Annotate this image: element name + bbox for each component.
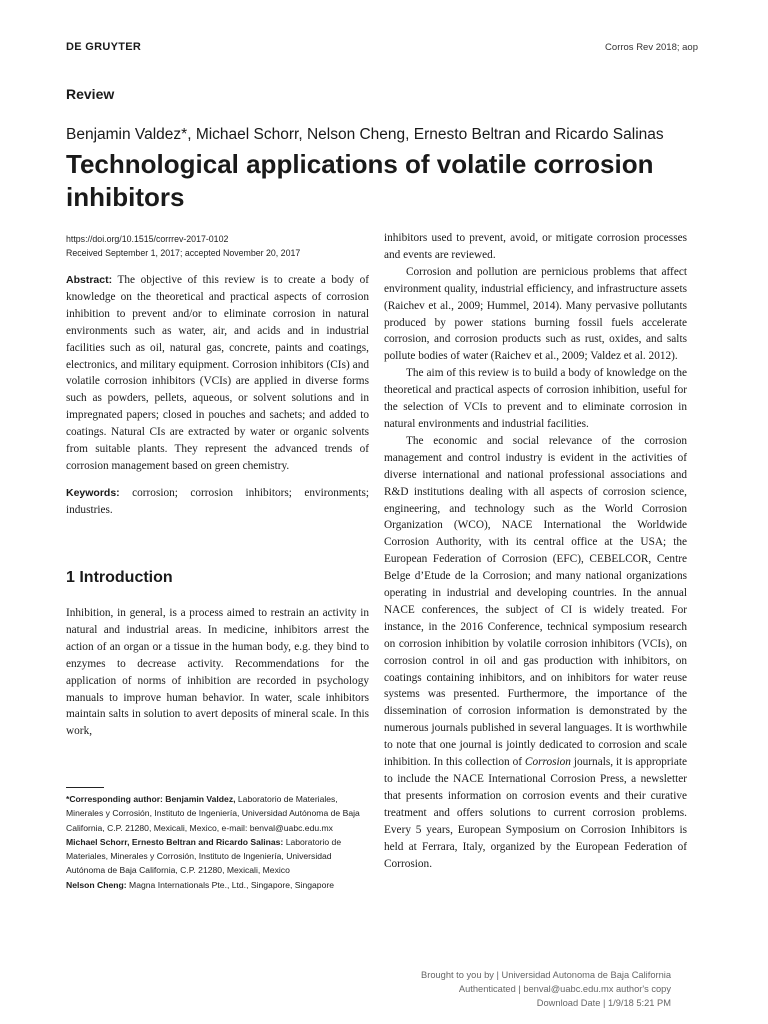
footnote-cheng-text: Magna Internationals Pte., Ltd., Singapore, Singapore	[129, 879, 334, 890]
keywords-label: Keywords:	[66, 486, 120, 499]
footnote-cheng	[66, 878, 366, 892]
right-column	[384, 230, 687, 872]
publisher-name: DE GRUYTER	[66, 41, 142, 53]
footnotes	[66, 792, 366, 892]
article-title: Technological applications of volatile corrosion inhibitors	[66, 149, 654, 212]
body-paragraph-4	[384, 433, 687, 873]
introduction-paragraph: Inhibition, in general, is a process aimed to restrain an activity in natural and industrial areas. In medicine, inhibitors arrest the action of an organ or a tissue in the human body, e.g. they bind to enzymes to decrease activity. Recommendations for the application of norms of inhibition are recorded in psychology manuals to improve human behavior. In water, scale inhibitors maintain salts in solution to avert deposits of mineral scale. In this work,	[66, 607, 369, 738]
journal-name-italic: Corrosion	[524, 756, 571, 769]
section-heading-introduction: 1 Introduction	[66, 569, 173, 586]
body-paragraph-2: Corrosion and pollution are pernicious problems that affect environment quality, industrial efficiency, and infrastructure assets (Raichev et al., 2009; Hummel, 2014). Many pervasive pollutants produced by power stations burning fossil fuels accelerate corrosion, and corrosion products such as rust, oxides, and salts pollute bodies of water (Raichev et al., 2009; Valdez et al. 2012).	[384, 265, 687, 363]
download-brought-by: Brought to you by | Universidad Autonoma de Baja California	[421, 970, 671, 980]
keywords	[66, 485, 369, 519]
footnote-coauthors	[66, 835, 366, 878]
abstract-text: The objective of this review is to create a body of knowledge on the theoretical and practical aspects of corrosion inhibition to prevent and/or to eliminate corrosion in natural environments such as water, air, and acids and in industrial facilities such as oil, natural gas, concrete, paints and coatings, electronics, and military equipment. Corrosion inhibitors (CIs) and volatile corrosion inhibitors (VCIs) are applied in diverse forms such as powders, pellets, aqueous, or solvent solutions and in impregnated papers; closed in pouches and sachets; and added to coatings. Natural CIs are extracted by water or organic solvents from suitable plants. They represent the advanced trends of corrosion management based on green chemistry.	[66, 274, 369, 472]
body-paragraph-4-part2: journals, it is appropriate to include the NACE International Corrosion Press, a newsletter that presents information on corrosion events and their curative treatment and offers solutions to current corrosion problems. Every 5 years, European Symposium on Corrosion Inhibitors is held at Ferrara, Italy, organized by the European Federation of Corrosion.	[384, 756, 687, 870]
download-authenticated: Authenticated | benval@uabc.edu.mx author's copy	[458, 984, 671, 994]
abstract	[66, 272, 369, 475]
body-paragraph-3: The aim of this review is to build a body of knowledge on the theoretical and practical aspects of corrosion inhibition, useful for the selection of VCIs to prevent and to eliminate corrosion in natural environments and industrial facilities.	[384, 367, 687, 430]
footnote-coauthors-text: Laboratorio de Materiales, Minerales y Corrosión, Instituto de Ingeniería, Universidad Autónoma de Baja California, C.P. 21280, Mexicali, Mexico	[66, 836, 342, 876]
body-paragraph-4-part1: The economic and social relevance of the corrosion management and control industry is evident in the activities of diverse international and national professional associations and R&D institutions dealing with all aspects of corrosion science, engineering, and technology such as the World Corrosion Organization (WCO), NACE International the Worldwide Corrosion Authority, with its central office at the USA; the European Federation of Corrosion (EFC), CEBELCOR, Centre Belge d’Etude de la Corrosion; and many national organizations operating in industrial and developing countries. In the annual NACE conferences, the subject of CI is widely treated. For instance, in the 2016 Conference, technical symposium research on corrosion inhibition by volatile corrosion inhibitors (VCIs), on corrosion control in oil and gas production with inhibitors, on coatings containing inhibitors, and on inhibitors for water reuse systems was presented. Furthermore, the importance of the dissemination of corrosion information is demonstrated by the numerous journals published in several languages. It is worthwhile to note that one journal is jointly dedicated to corrosion and scale inhibition. In this collection of	[384, 434, 687, 769]
page-header	[66, 41, 698, 55]
footnote-corresponding-author	[66, 792, 366, 835]
article-meta	[66, 232, 300, 260]
received-dates: Received September 1, 2017; accepted November 20, 2017	[66, 248, 301, 258]
download-info	[421, 968, 671, 1010]
introduction-body	[66, 605, 369, 740]
download-date: Download Date | 1/9/18 5:21 PM	[536, 998, 671, 1008]
footnote-divider	[66, 787, 104, 788]
footnote-coauthors-label: Michael Schorr, Ernesto Beltran and Ricardo Salinas:	[66, 836, 284, 847]
journal-reference: Corros Rev 2018; aop	[605, 42, 698, 53]
body-paragraph-1: inhibitors used to prevent, avoid, or mitigate corrosion processes and events are reviewed.	[384, 232, 687, 261]
doi-link[interactable]: https://doi.org/10.1515/corrrev-2017-0102	[66, 234, 229, 244]
keywords-text: corrosion; corrosion inhibitors; environments; industries.	[66, 486, 369, 516]
article-type: Review	[66, 86, 115, 102]
footnote-cheng-label: Nelson Cheng:	[66, 879, 127, 890]
footnote-corresponding-label: *Corresponding author: Benjamin Valdez,	[66, 794, 236, 804]
left-column	[66, 272, 369, 519]
abstract-label: Abstract:	[66, 274, 113, 286]
author-list: Benjamin Valdez*, Michael Schorr, Nelson Cheng, Ernesto Beltran and Ricardo Salinas	[66, 126, 664, 143]
footnote-corresponding-text: Laboratorio de Materiales, Minerales y Corrosión, Instituto de Ingeniería, Universidad Autónoma de Baja California, C.P. 21280, Mexicali, Mexico, e-mail: benval@uabc.edu.mx	[66, 794, 360, 833]
